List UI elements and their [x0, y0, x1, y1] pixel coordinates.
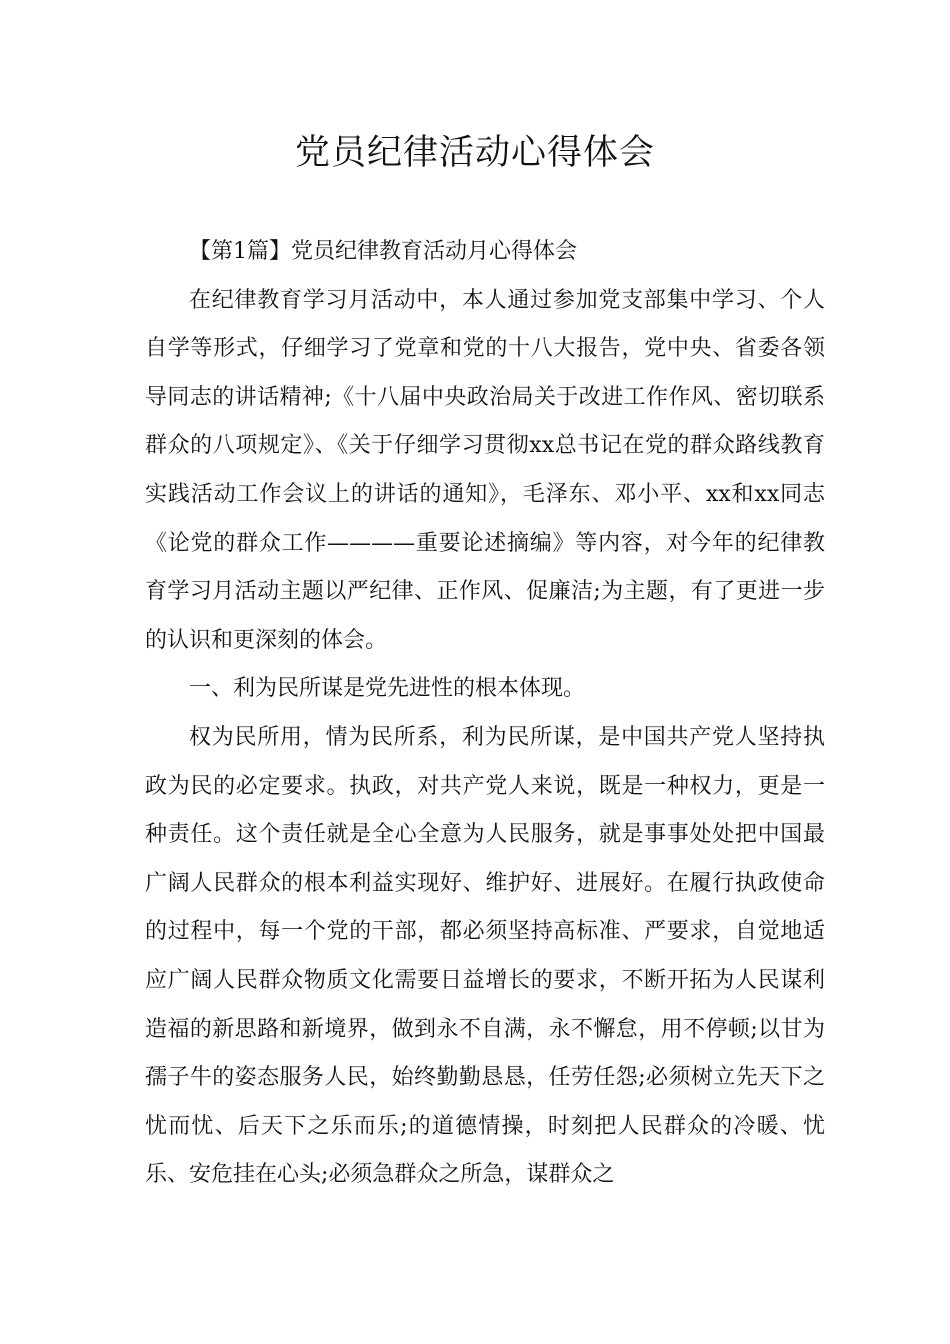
- paragraph: 权为民所用，情为民所系，利为民所谋，是中国共产党人坚持执政为民的必定要求。执政，对共产党人来说，既是一种权力，更是一种责任。这个责任就是全心全意为人民服务，就是事事处处把中国最广阔人民群众的根本利益实现好、维护好、进展好。在履行执政使命的过程中，每一个党的干部，都必须坚持高标准、严要求，自觉地适应广阔人民群众物质文化需要日益增长的要求，不断开拓为人民谋利造福的新思路和新境界，做到永不自满，永不懈怠，用不停顿;以甘为孺子牛的姿态服务人民，始终勤勤恳恳，任劳任怨;必须树立先天下之忧而忧、后天下之乐而乐;的道德情操，时刻把人民群众的冷暖、忧乐、安危挂在心头;必须急群众之所急，谋群众之: [145, 724, 825, 1188]
- section-heading: 【第1篇】党员纪律教育活动月心得体会: [189, 239, 577, 264]
- document-body: [145, 228, 825, 1200]
- document-title: 党员纪律活动心得体会: [294, 133, 655, 173]
- subsection-heading: 一、利为民所谋是党先进性的根本体现。: [189, 676, 586, 702]
- paragraph: 在纪律教育学习月活动中，本人通过参加党支部集中学习、个人自学等形式，仔细学习了党章和党的十八大报告，党中央、省委各领导同志的讲话精神;《十八届中央政治局关于改进工作作风、密切联系群众的八项规定》、《关于仔细学习贯彻xx总书记在党的群众路线教育实践活动工作会议上的讲话的通知》，毛泽东、邓小平、xx和xx同志《论党的群众工作————重要论述摘编》等内容，对今年的纪律教育学习月活动主题以严纪律、正作风、促廉洁;为主题，有了更进一步的认识和更深刻的体会。: [145, 287, 825, 653]
